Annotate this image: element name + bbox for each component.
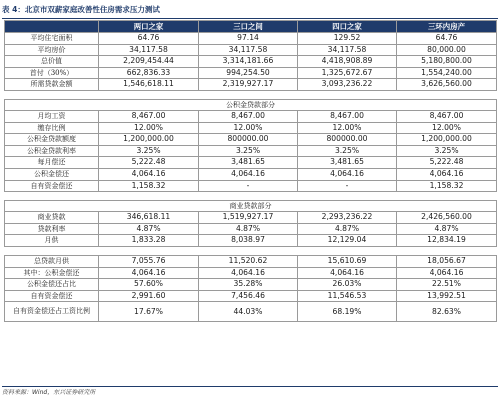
table-cell: 34,117.58 [199, 44, 298, 56]
row-label: 公积金偿还 [5, 168, 99, 180]
row-label: 贷款利率 [5, 223, 99, 235]
table-cell: 11,546.53 [298, 290, 397, 302]
table-cell: 3.25% [199, 145, 298, 157]
table-cell: 4.87% [99, 223, 199, 235]
table-row [5, 212, 497, 224]
table-cell: 2,209,454.44 [99, 56, 199, 68]
table-row [5, 223, 497, 235]
table-cell: 662,836.33 [99, 67, 199, 79]
table-cell: 3,626,560.00 [397, 79, 497, 91]
section-header: 商业贷款部分 [5, 201, 497, 212]
column-header: 两口之家 [99, 21, 199, 33]
row-label: 首付（30%） [5, 67, 99, 79]
table-cell: 1,833.28 [99, 235, 199, 247]
table-cell: 4,064.16 [99, 267, 199, 279]
table-cell: 1,546,618.11 [99, 79, 199, 91]
table-row [5, 168, 497, 180]
row-label: 商业贷款 [5, 212, 99, 224]
table-row [5, 157, 497, 169]
table-cell: 12.00% [298, 122, 397, 134]
table-row [5, 290, 497, 302]
table-cell: 3.25% [298, 145, 397, 157]
table-cell: 3,481.65 [298, 157, 397, 169]
table-cell: 26.03% [298, 279, 397, 291]
table-cell: 2,319,927.17 [199, 79, 298, 91]
table-cell: 64.76 [397, 33, 497, 45]
table-cell: 34,117.58 [298, 44, 397, 56]
row-label: 月供 [5, 235, 99, 247]
table-cell: 3,093,236.22 [298, 79, 397, 91]
table-cell: 1,325,672.67 [298, 67, 397, 79]
header-corner [5, 21, 99, 33]
spacer-cell [5, 192, 497, 201]
table-cell: 7,055.76 [99, 255, 199, 267]
table-cell: 11,520.62 [199, 255, 298, 267]
column-header: 三环内房产 [397, 21, 497, 33]
table-cell: 17.67% [99, 302, 199, 322]
table-cell: 2,293,236.22 [298, 212, 397, 224]
table-cell: 4,064.16 [397, 267, 497, 279]
table-row [5, 110, 497, 122]
row-label: 月均工资 [5, 110, 99, 122]
row-label: 公积金偿还占比 [5, 279, 99, 291]
table-cell: 97.14 [199, 33, 298, 45]
table-cell: 4,064.16 [199, 267, 298, 279]
table-cell: - [199, 180, 298, 192]
table-row [5, 302, 497, 322]
row-label: 自有资金偿还占工资比例 [5, 302, 99, 322]
table-cell: 3,481.65 [199, 157, 298, 169]
table-cell: 1,158.32 [99, 180, 199, 192]
table-row [5, 67, 497, 79]
row-label: 总价值 [5, 56, 99, 68]
row-label: 其中：公积金偿还 [5, 267, 99, 279]
table-row [5, 134, 497, 146]
table-cell: 1,519,927.17 [199, 212, 298, 224]
table-cell: 12,129.04 [298, 235, 397, 247]
table-row [5, 145, 497, 157]
row-label: 自有资金偿还 [5, 180, 99, 192]
row-label: 公积金贷款额度 [5, 134, 99, 146]
table-cell: 1,200,000.00 [397, 134, 497, 146]
table-cell: 15,610.69 [298, 255, 397, 267]
table-cell: 57.60% [99, 279, 199, 291]
table-row [5, 122, 497, 134]
table-cell: 68.19% [298, 302, 397, 322]
table-row [5, 267, 497, 279]
table-cell: 4.87% [298, 223, 397, 235]
table-cell: 4,064.16 [99, 168, 199, 180]
table-cell: 64.76 [99, 33, 199, 45]
table-cell: 82.63% [397, 302, 497, 322]
row-label: 每月偿还 [5, 157, 99, 169]
spacer-cell [5, 90, 497, 99]
table-cell: 44.03% [199, 302, 298, 322]
table-cell: 7,456.46 [199, 290, 298, 302]
section-header-row [5, 99, 497, 110]
table-cell: 3,314,181.66 [199, 56, 298, 68]
table-cell: 1,554,240.00 [397, 67, 497, 79]
table-cell: 8,038.97 [199, 235, 298, 247]
row-label: 平均房价 [5, 44, 99, 56]
table-cell: 12.00% [99, 122, 199, 134]
table-cell: 994,254.50 [199, 67, 298, 79]
spacer-row [5, 90, 497, 99]
source-note: 资料来源：Wind，东兴证券研究所 [2, 386, 498, 399]
table-cell: 4,064.16 [298, 168, 397, 180]
table-cell: 12.00% [397, 122, 497, 134]
table-cell: 4,064.16 [298, 267, 397, 279]
table-cell: 5,222.48 [99, 157, 199, 169]
table-cell: 12.00% [199, 122, 298, 134]
table-cell: 5,180,800.00 [397, 56, 497, 68]
table-row [5, 235, 497, 247]
row-label: 平均住宅面积 [5, 33, 99, 45]
table-title: 表 4：北京市双薪家庭改善性住房需求压力测试 [2, 4, 498, 19]
table-row [5, 44, 497, 56]
table-cell: 8,467.00 [99, 110, 199, 122]
table-cell: 3.25% [99, 145, 199, 157]
table-cell: 800000.00 [298, 134, 397, 146]
table-cell: 80,000.00 [397, 44, 497, 56]
table-cell: 5,222.48 [397, 157, 497, 169]
table-cell: 1,200,000.00 [99, 134, 199, 146]
row-label: 公积金贷款利率 [5, 145, 99, 157]
table-cell: 34,117.58 [99, 44, 199, 56]
section-header-row [5, 201, 497, 212]
table-row [5, 79, 497, 91]
table-row [5, 255, 497, 267]
row-label: 总贷款月供 [5, 255, 99, 267]
table-cell: 8,467.00 [199, 110, 298, 122]
table-cell: 12,834.19 [397, 235, 497, 247]
table-cell: 4,064.16 [199, 168, 298, 180]
row-label: 所需贷款金额 [5, 79, 99, 91]
table-row [5, 33, 497, 45]
table-cell: 4,064.16 [397, 168, 497, 180]
table-cell: 4.87% [199, 223, 298, 235]
spacer-row [5, 192, 497, 201]
table-row [5, 180, 497, 192]
table-cell: 18,056.67 [397, 255, 497, 267]
table-cell: 8,467.00 [298, 110, 397, 122]
table-cell: 800000.00 [199, 134, 298, 146]
table-cell: 22.51% [397, 279, 497, 291]
table-cell: 8,467.00 [397, 110, 497, 122]
table-cell: 129.52 [298, 33, 397, 45]
spacer-cell [5, 246, 497, 255]
column-header: 三口之间 [199, 21, 298, 33]
table-cell: 13,992.51 [397, 290, 497, 302]
table-cell: - [298, 180, 397, 192]
table-cell: 1,158.32 [397, 180, 497, 192]
table-row [5, 279, 497, 291]
table-row [5, 56, 497, 68]
table-cell: 4,418,908.89 [298, 56, 397, 68]
column-header: 四口之家 [298, 21, 397, 33]
table-cell: 2,426,560.00 [397, 212, 497, 224]
section-header: 公积金贷款部分 [5, 99, 497, 110]
row-label: 缴存比例 [5, 122, 99, 134]
header-row [5, 21, 497, 33]
table-cell: 346,618.11 [99, 212, 199, 224]
table-cell: 2,991.60 [99, 290, 199, 302]
row-label: 自有资金偿还 [5, 290, 99, 302]
table-cell: 35.28% [199, 279, 298, 291]
table-cell: 3.25% [397, 145, 497, 157]
spacer-row [5, 246, 497, 255]
table-cell: 4.87% [397, 223, 497, 235]
stress-test-table [4, 20, 497, 322]
